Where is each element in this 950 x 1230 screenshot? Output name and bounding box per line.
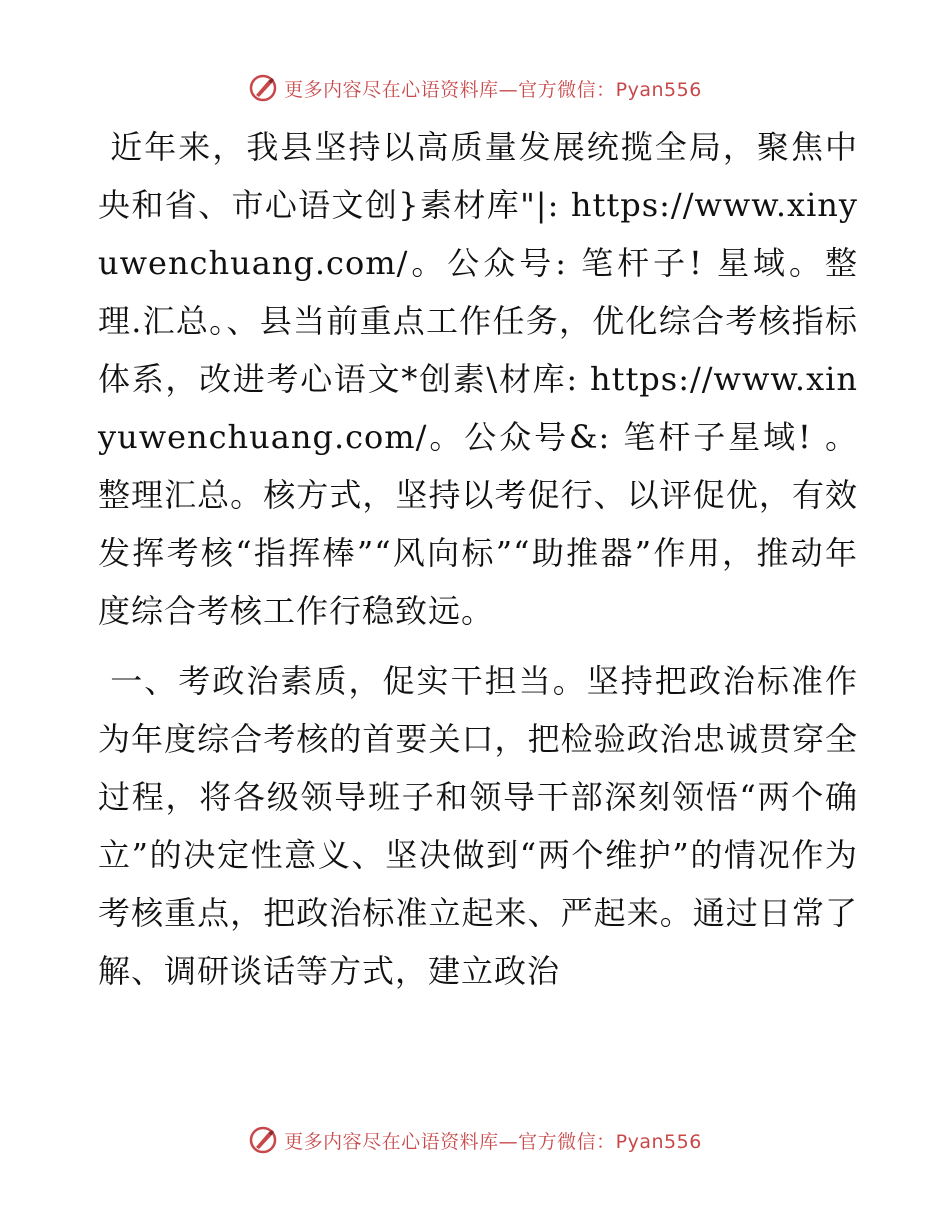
brand-logo-icon [248,1125,278,1155]
document-body [98,118,858,1000]
paragraph-section-1: 一、考政治素质，促实干担当。坚持把政治标准作为年度综合考核的首要关口，把检验政治忠诚贯穿全过程，将各级领导班子和领导干部深刻领悟“两个确立”的决定性意义、坚决做到“两个维护”的情况作为考核重点，把政治标准立起来、严起来。通过日常了解、调研谈话等方式，建立政治 [98,662,858,990]
banner-text: 更多内容尽在心语资料库—官方微信：Pyan556 [284,78,702,101]
banner-text: 更多内容尽在心语资料库—官方微信：Pyan556 [284,1130,702,1153]
wechat-handle: Pyan556 [615,1130,702,1153]
footer-watermark-banner [0,1120,950,1160]
brand-logo-icon [248,73,278,103]
header-watermark-banner [0,68,950,108]
paragraph-intro: 近年来，我县坚持以高质量发展统揽全局，聚焦中央和省、市心语文创}素材库"|: https://www.xinyuwenchuang.com/。公众号: 笔杆子! 星域。整理.汇总。、县当前重点工作任务，优化综合考核指标体系，改进考心语文*创素\材库: https://www.xinyuwenchuang.com/。公众号&: 笔杆子星域! 。整理汇总。核方式，坚持以考促行、以评促优，有效发挥考核“指挥棒”“风向标”“助推器”作用，推动年度综合考核工作行稳致远。 [98,128,858,630]
wechat-handle: Pyan556 [615,78,702,101]
